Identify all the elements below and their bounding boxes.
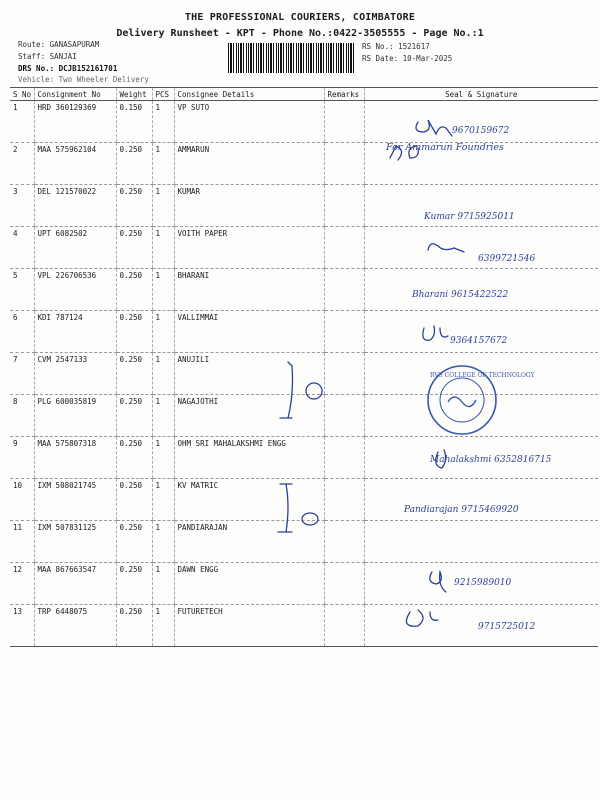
vehicle-label: Vehicle: Two Wheeler Delivery	[18, 75, 149, 84]
cell-consignment-no: HRD 360129369	[34, 101, 116, 143]
cell-consignee: FUTURETECH	[174, 605, 324, 647]
cell-seal-signature	[364, 437, 598, 479]
cell-seal-signature	[364, 269, 598, 311]
cell-seal-signature	[364, 605, 598, 647]
cell-sno: 1	[10, 101, 34, 143]
col-header-weight: Weight	[116, 88, 152, 101]
cell-seal-signature	[364, 479, 598, 521]
cell-sno: 5	[10, 269, 34, 311]
cell-weight: 0.250	[116, 605, 152, 647]
cell-consignee: KV MATRIC	[174, 479, 324, 521]
cell-pcs: 1	[152, 437, 174, 479]
handwritten-sig-9: Mahalakshmi 6352816715	[430, 455, 552, 465]
cell-seal-signature	[364, 227, 598, 269]
cell-remarks	[324, 143, 364, 185]
cell-sno: 2	[10, 143, 34, 185]
cell-sno: 10	[10, 479, 34, 521]
cell-consignee: NAGAJOTHI	[174, 395, 324, 437]
table-row	[10, 563, 598, 605]
cell-remarks	[324, 311, 364, 353]
cell-remarks	[324, 479, 364, 521]
handwritten-sig-11: Pandiarajan 9715469920	[404, 505, 519, 515]
cell-consignee: AMMARUN	[174, 143, 324, 185]
cell-consignee: PANDIARAJAN	[174, 521, 324, 563]
table-row	[10, 437, 598, 479]
handwritten-note-2: For Ammarun Foundries	[386, 142, 504, 153]
cell-remarks	[324, 101, 364, 143]
cell-pcs: 1	[152, 353, 174, 395]
stamp-text: RVS COLLEGE OF TECHNOLOGY	[430, 372, 535, 379]
handwritten-phone-13: 9715725012	[478, 622, 536, 632]
handwritten-phone-4: 6399721546	[478, 254, 536, 264]
cell-weight: 0.250	[116, 143, 152, 185]
cell-remarks	[324, 521, 364, 563]
cell-pcs: 1	[152, 479, 174, 521]
cell-pcs: 1	[152, 311, 174, 353]
handwritten-phone-6: 9364157672	[450, 336, 508, 346]
runsheet-subtitle: Delivery Runsheet - KPT - Phone No.:0422-3505555 - Page No.:1	[116, 28, 484, 39]
cell-pcs: 1	[152, 227, 174, 269]
cell-consignee: OHM SRI MAHALAKSHMI ENGG	[174, 437, 324, 479]
cell-weight: 0.250	[116, 395, 152, 437]
cell-weight: 0.250	[116, 227, 152, 269]
table-row	[10, 101, 598, 143]
col-header-consignment: Consignment No	[34, 88, 116, 101]
cell-sno: 3	[10, 185, 34, 227]
cell-remarks	[324, 269, 364, 311]
cell-weight: 0.250	[116, 185, 152, 227]
cell-consignee: ANUJILI	[174, 353, 324, 395]
table-row	[10, 185, 598, 227]
cell-sno: 4	[10, 227, 34, 269]
cell-seal-signature	[364, 353, 598, 395]
cell-sno: 11	[10, 521, 34, 563]
table-row	[10, 395, 598, 437]
cell-pcs: 1	[152, 605, 174, 647]
cell-seal-signature	[364, 395, 598, 437]
cell-seal-signature	[364, 563, 598, 605]
cell-consignment-no: UPT 6082502	[34, 227, 116, 269]
cell-sno: 9	[10, 437, 34, 479]
cell-consignee: KUMAR	[174, 185, 324, 227]
cell-consignment-no: IXM 508021745	[34, 479, 116, 521]
cell-sno: 13	[10, 605, 34, 647]
handwritten-sig-5: Bharani 9615422522	[412, 290, 509, 300]
handwritten-sig-3: Kumar 9715925011	[424, 212, 515, 222]
table-row	[10, 269, 598, 311]
company-title: THE PROFESSIONAL COURIERS, COIMBATORE	[184, 12, 416, 23]
cell-consignment-no: TRP 6448075	[34, 605, 116, 647]
route-label: Route: GANASAPURAM	[18, 40, 100, 49]
cell-consignment-no: PLG 600035819	[34, 395, 116, 437]
cell-seal-signature	[364, 521, 598, 563]
cell-remarks	[324, 437, 364, 479]
rs-number: RS No.: 1521617	[362, 42, 430, 51]
table-row	[10, 521, 598, 563]
cell-remarks	[324, 227, 364, 269]
rs-date: RS Date: 10-Mar-2025	[362, 54, 453, 63]
cell-consignment-no: MAA 575962104	[34, 143, 116, 185]
cell-consignment-no: MAA 575807318	[34, 437, 116, 479]
col-header-remarks: Remarks	[324, 88, 364, 101]
cell-sno: 12	[10, 563, 34, 605]
cell-pcs: 1	[152, 269, 174, 311]
cell-remarks	[324, 605, 364, 647]
cell-consignee: VP SUTO	[174, 101, 324, 143]
drs-number: DRS No.: DCJB152161701	[18, 64, 118, 73]
cell-sno: 6	[10, 311, 34, 353]
cell-weight: 0.250	[116, 479, 152, 521]
staff-label: Staff: SANJAI	[18, 52, 77, 61]
barcode-image	[228, 43, 356, 73]
cell-seal-signature	[364, 143, 598, 185]
table-row	[10, 311, 598, 353]
col-header-signature: Seal & Signature	[364, 88, 598, 101]
cell-weight: 0.250	[116, 563, 152, 605]
cell-consignment-no: CVM 2547133	[34, 353, 116, 395]
runsheet-table	[10, 87, 598, 647]
cell-pcs: 1	[152, 521, 174, 563]
cell-remarks	[324, 395, 364, 437]
cell-consignment-no: IXM 507831125	[34, 521, 116, 563]
cell-weight: 0.250	[116, 437, 152, 479]
handwritten-phone-1: 9670159672	[452, 126, 510, 136]
cell-sno: 8	[10, 395, 34, 437]
cell-consignment-no: MAA 867663547	[34, 563, 116, 605]
table-row	[10, 479, 598, 521]
cell-consignee: DAWN ENGG	[174, 563, 324, 605]
col-header-sno: S No	[10, 88, 34, 101]
col-header-consignee: Consignee Details	[174, 88, 324, 101]
table-row	[10, 353, 598, 395]
cell-remarks	[324, 563, 364, 605]
table-row	[10, 143, 598, 185]
handwritten-phone-12: 9215989010	[454, 578, 512, 588]
cell-seal-signature	[364, 311, 598, 353]
cell-weight: 0.250	[116, 269, 152, 311]
cell-consignment-no: DEL 121570022	[34, 185, 116, 227]
cell-pcs: 1	[152, 563, 174, 605]
col-header-pcs: PCS	[152, 88, 174, 101]
table-header-row	[10, 88, 598, 101]
cell-sno: 7	[10, 353, 34, 395]
cell-pcs: 1	[152, 185, 174, 227]
cell-weight: 0.250	[116, 353, 152, 395]
cell-remarks	[324, 353, 364, 395]
cell-consignment-no: VPL 226706536	[34, 269, 116, 311]
cell-seal-signature	[364, 185, 598, 227]
table-row	[10, 227, 598, 269]
cell-remarks	[324, 185, 364, 227]
cell-seal-signature	[364, 101, 598, 143]
table-row	[10, 605, 598, 647]
cell-weight: 0.250	[116, 521, 152, 563]
cell-consignee: VOITH PAPER	[174, 227, 324, 269]
cell-pcs: 1	[152, 143, 174, 185]
cell-pcs: 1	[152, 101, 174, 143]
cell-weight: 0.150	[116, 101, 152, 143]
cell-consignee: BHARANI	[174, 269, 324, 311]
cell-consignment-no: KDI 787124	[34, 311, 116, 353]
cell-weight: 0.250	[116, 311, 152, 353]
cell-pcs: 1	[152, 395, 174, 437]
cell-consignee: VALLIMMAI	[174, 311, 324, 353]
